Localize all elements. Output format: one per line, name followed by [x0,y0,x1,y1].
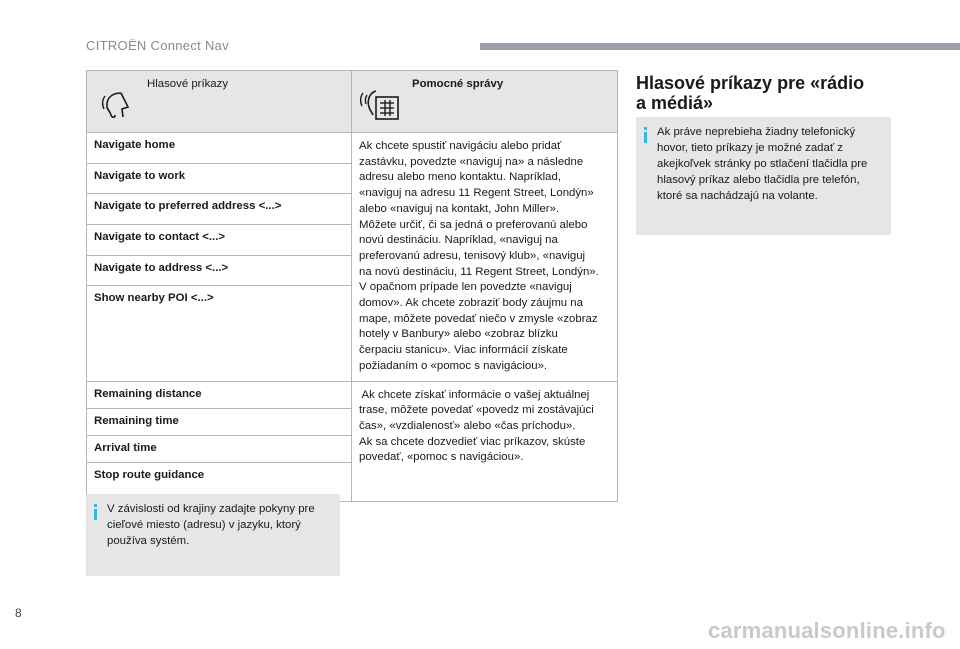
help-line: trase, môžete povedať «povedz mi zostávajúci [359,404,594,417]
help-line: požiadaním o «pomoc s navigáciou». [359,359,548,372]
help-line: Ak chcete spustiť navigáciu alebo pridať [359,140,562,152]
col1-header-label: Hlasové príkazy [147,78,229,90]
command-cell: Arrival time [87,435,352,462]
header-decoration-bar [480,43,960,50]
command-cell: Navigate to preferred address <...> [87,194,352,225]
help-line: V opačnom prípade len povedzte «naviguj [359,281,572,294]
help-line: Ak sa chcete dozvedieť viac príkazov, skúste [359,435,586,448]
help-line: mape, môžete povedať niečo v zmysle «zobraz [359,312,598,325]
note-line: používa systém. [107,535,190,547]
help-line: povedať, «pomoc s navigáciou». [359,451,524,464]
help-line: alebo «naviguj na kontakt, John Miller». [359,202,560,215]
help-line: čerpaciu stanicu». Viac informácií získate [359,344,568,357]
note-line: V závislosti od krajiny zadajte pokyny pre [107,503,315,515]
help-line: adresu alebo meno kontaktu. Napríklad, [359,171,561,184]
help-line: zastávku, povedzte «naviguj na» a následne [359,155,584,168]
help-line: Môžete určiť, či sa jedná o preferovanú alebo [359,218,588,231]
watermark-text: carmanualsonline.info [708,618,946,643]
help-line: na novú destináciu, 11 Regent Street, Londýn». [359,265,599,278]
help-line: čas», «vzdialenosť» alebo «čas príchodu». [359,419,576,432]
voice-command-icon [101,83,135,123]
info-note-left [86,494,340,576]
command-cell: Navigate to contact <...> [87,224,352,255]
note-line: hovor, tieto príkazy je možné zadať z [657,142,843,154]
help-line: preferovanú adresu, tenisový klub», «naviguj [359,249,586,262]
command-cell: Navigate to work [87,163,352,194]
section-title-line: a médiá» [636,93,714,113]
voice-help-icon [360,81,404,125]
help-line: novú destináciu. Napríklad, «naviguj na [359,234,558,247]
command-cell: Show nearby POI <...> [87,286,352,381]
section-title [636,73,896,113]
section-title-line: Hlasové príkazy pre «rádio [636,73,865,93]
info-icon [94,504,97,520]
voice-commands-table [86,70,618,502]
manual-header-title: CITROËN Connect Nav [86,38,229,53]
help-message-cell-navigation [352,133,618,382]
help-line: hotely v Banbury» alebo «zobraz blízku [359,328,558,341]
note-line: hlasový príkaz alebo tlačidla pre telefón, [657,174,860,186]
info-icon [644,127,647,143]
help-line: «naviguj na adresu 11 Regent Street, Londýn» [359,187,594,200]
col1-header-cell [87,71,352,133]
info-note-right [636,117,891,235]
help-line: domov». Ak chcete zobraziť body záujmu na [359,297,583,310]
note-line: Ak práve neprebieha žiadny telefonický [657,126,856,138]
command-cell: Stop route guidance [87,462,352,501]
command-cell: Remaining time [87,408,352,435]
note-line: cieľové miesto (adresu) v jazyku, ktorý [107,519,301,531]
note-line: akejkoľvek stránky po stlačení tlačidla pre [657,158,868,170]
help-line: Ak chcete získať informácie o vašej aktuálnej [359,388,590,401]
note-line: ktoré sa nachádzajú na volante. [657,190,818,202]
page-number: 8 [15,606,22,620]
command-cell: Navigate home [87,133,352,164]
col2-header-label: Pomocné správy [412,78,504,90]
table-header-row [87,71,618,133]
help-message-cell-route [352,381,618,501]
table-row [87,133,618,164]
col2-header-cell [352,71,618,133]
command-cell: Navigate to address <...> [87,255,352,286]
command-cell: Remaining distance [87,381,352,408]
table-row [87,381,618,408]
